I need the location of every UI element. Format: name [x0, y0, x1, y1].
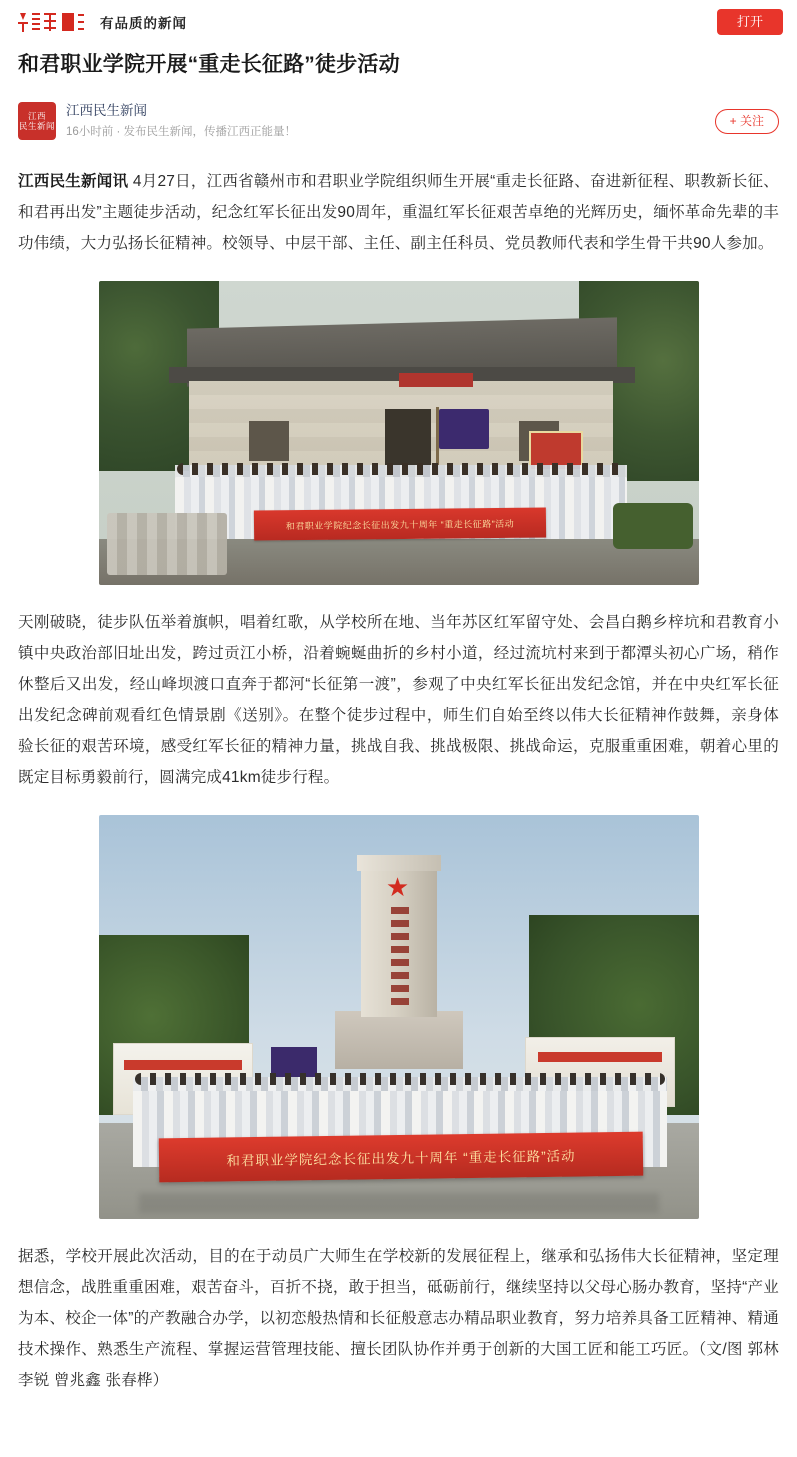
photo1-wall-plaque: [399, 373, 473, 387]
photo2-crowd-heads: [135, 1073, 665, 1085]
page-title: 和君职业学院开展“重走长征路”徒步活动: [18, 53, 400, 76]
renmin-ribao-logo-icon[interactable]: [16, 10, 86, 34]
photo1-bush: [613, 503, 693, 549]
paragraph-1-text: 4月27日，江西省赣州市和君职业学院组织师生开展“重走长征路、奋进新征程、职教新长征、和君再出发”主题徒步活动，纪念红军长征出发90周年，重温红军长征艰苦卓绝的光辉历史，缅怀革命先辈的丰功伟绩，大力弘扬长征精神。校领导、中层干部、主任、副主任科员、党员教师代表和学生骨干共90人参加。: [18, 173, 780, 253]
photo2-red-banner-text: 和君职业学院纪念长征出发九十周年 “重走长征路”活动: [158, 1132, 643, 1183]
photo2-monument-base: [335, 1011, 463, 1069]
red-star-icon: ★: [385, 872, 410, 903]
brand-area: [16, 10, 717, 34]
open-app-button[interactable]: 打开: [717, 9, 783, 35]
paragraph-2: 天刚破晓，徒步队伍举着旗帜，唱着红歌，从学校所在地、当年苏区红军留守处、会昌白鹅乡梓坑和君教育小镇中央政治部旧址出发，跨过贡江小桥，沿着蜿蜒曲折的乡村小道，经过流坑村来到于都潭头初心广场，稍作休整后又出发，经山峰坝渡口直奔于都河“长征第一渡”，参观了中央红军长征出发纪念馆，并在中央红军长征出发纪念碑前观看红色情景剧《送别》。在整个徒步过程中，师生们自始至终以伟大长征精神作鼓舞，亲身体验长征的艰苦环境，感受红军长征的精神力量，挑战自我、挑战极限、挑战命运，克服重重困难，朝着心里的既定目标勇毅前行，圆满完成41km徒步行程。: [18, 614, 779, 787]
avatar[interactable]: [18, 102, 56, 140]
photo1-stone-statues: [107, 513, 227, 575]
article-source-label: 江西民生新闻讯: [18, 173, 129, 191]
photo2-ground-shadow: [139, 1193, 659, 1213]
photo2-monument-inscription: [391, 907, 409, 1011]
paragraph-1: [18, 166, 779, 259]
author-row: [18, 100, 779, 142]
top-bar: [0, 0, 797, 44]
photo1-crowd-heads: [177, 463, 625, 475]
brand-slogan: 有品质的新闻: [100, 16, 187, 31]
photo2-monument-cap: [357, 855, 441, 871]
figure-2: [18, 815, 779, 1219]
follow-button[interactable]: + 关注: [715, 109, 779, 134]
photo1-red-banner-text: 和君职业学院纪念长征出发九十周年 “重走长征路”活动: [253, 508, 545, 541]
photo-monument-group[interactable]: [99, 815, 699, 1219]
author-timestamp-description: 16小时前 · 发布民生新闻，传播江西正能量！: [66, 126, 297, 139]
author-name[interactable]: 江西民生新闻: [66, 103, 147, 119]
article-body: [18, 166, 779, 1396]
paragraph-3: 据悉，学校开展此次活动，目的在于动员广大师生在学校新的发展征程上，继承和弘扬伟大长征精神，坚定理想信念，战胜重重困难，艰苦奋斗，百折不挠，敢于担当，砥砺前行，继续坚持以父母心肠办教育，坚持“产业为本、校企一体”的产教融合办学，以初恋般热情和长征般意志办精品职业教育，努力培养具备工匠精神、精通技术操作、熟悉生产流程、掌握运营管理技能、擅长团队协作并勇于创新的大国工匠和能工巧匠。（文/图 郭林 李锐 曾兆鑫 张春桦）: [18, 1248, 779, 1390]
avatar-line-2: 民生新闻: [18, 121, 55, 132]
figure-1: [18, 281, 779, 585]
photo-old-site-group[interactable]: [99, 281, 699, 585]
author-meta: [66, 101, 715, 142]
avatar-line-1: 江西: [27, 110, 46, 121]
photo1-window-left: [249, 421, 289, 461]
photo1-purple-flag: [439, 409, 489, 449]
